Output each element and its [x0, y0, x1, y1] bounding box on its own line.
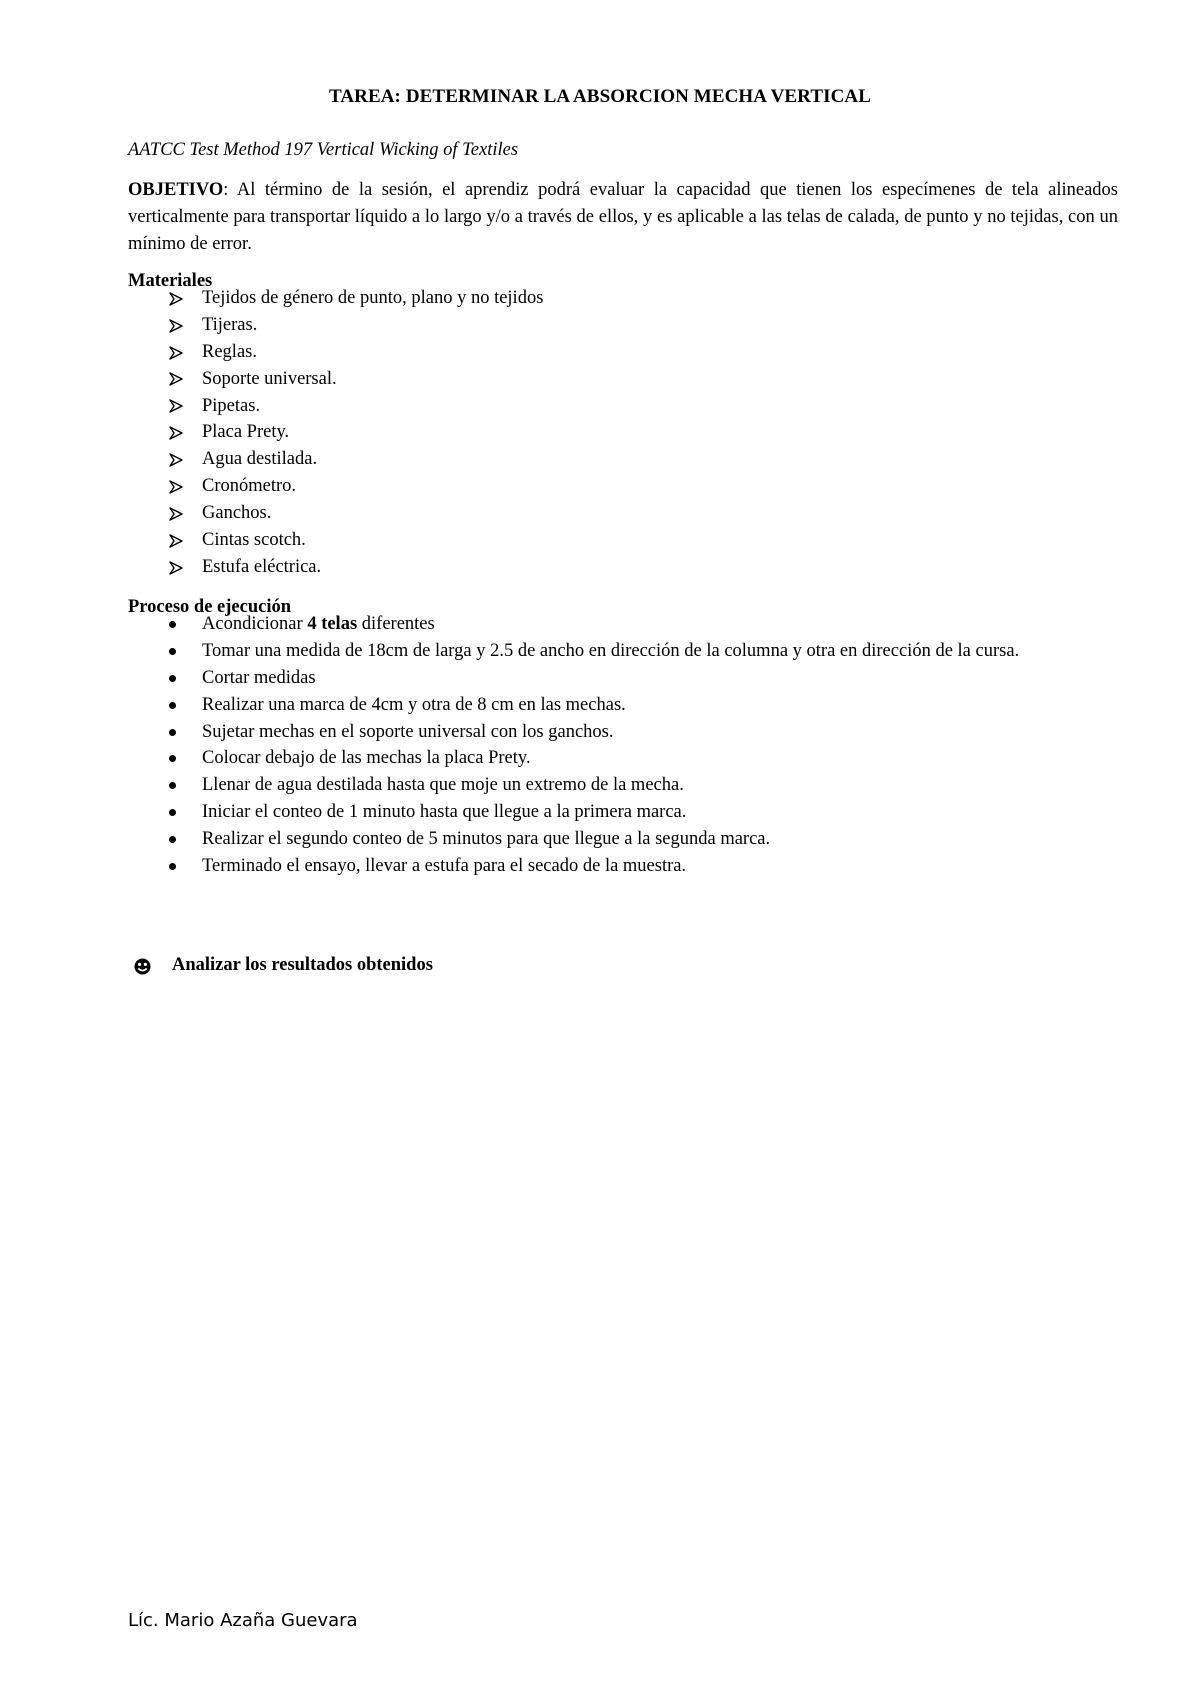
process-first-before: Acondicionar	[202, 614, 308, 634]
bullet-icon	[169, 729, 176, 736]
material-item-text: Agua destilada.	[202, 449, 318, 470]
bullet-icon	[169, 809, 176, 816]
material-item-text: Soporte universal.	[202, 368, 337, 389]
material-item-text: Tijeras.	[202, 314, 258, 335]
material-item-text: Estufa eléctrica.	[202, 556, 322, 577]
material-item-text: Cintas scotch.	[202, 530, 306, 551]
objective-text: : Al término de la sesión, el aprendiz podrá evaluar la capacidad que tienen los especímenes de tela alineados verticalmente para transportar líquido a lo largo y/o a través de ellos, y es aplicable a las telas de calada, de punto y no tejidas, con un mínimo de error.	[128, 180, 1118, 254]
list-item	[128, 799, 1019, 826]
arrow-bullet-icon	[166, 473, 186, 500]
process-item-text: Realizar una marca de 4cm y otra de 8 cm en las mechas.	[202, 694, 626, 715]
list-item	[128, 665, 1019, 692]
list-item	[128, 527, 543, 554]
list-item	[128, 500, 543, 527]
bullet-icon	[169, 621, 176, 628]
list-item	[128, 285, 543, 312]
materials-heading: Materiales	[128, 271, 213, 291]
material-item-text: Cronómetro.	[202, 476, 297, 497]
process-item-text: Realizar el segundo conteo de 5 minutos para que llegue a la segunda marca.	[202, 829, 771, 850]
list-item	[128, 446, 543, 473]
bullet-icon	[169, 702, 176, 709]
page-title: TAREA: DETERMINAR LA ABSORCION MECHA VERTICAL	[328, 86, 872, 107]
arrow-bullet-icon	[166, 285, 186, 312]
process-list	[128, 611, 1019, 880]
process-item-text: Colocar debajo de las mechas la placa Prety.	[202, 748, 531, 769]
process-item-text: Llenar de agua destilada hasta que moje un extremo de la mecha.	[202, 775, 684, 796]
list-item	[128, 853, 1019, 880]
list-item	[128, 692, 1019, 719]
smiley-icon	[134, 958, 151, 981]
bullet-icon	[169, 836, 176, 843]
arrow-bullet-icon	[166, 527, 186, 554]
bullet-icon	[169, 863, 176, 870]
list-item	[128, 473, 543, 500]
material-item-text: Ganchos.	[202, 503, 272, 524]
list-item	[128, 772, 1019, 799]
footer-author: Líc. Mario Azaña Guevara	[128, 1610, 358, 1631]
test-method-subtitle: AATCC Test Method 197 Vertical Wicking of Textiles	[128, 140, 519, 160]
list-item	[128, 339, 543, 366]
process-item-text: Tomar una medida de 18cm de larga y 2.5 de ancho en dirección de la columna y otra en dirección de la cursa.	[202, 640, 1020, 661]
material-item-text: Reglas.	[202, 341, 257, 362]
process-item-text: Cortar medidas	[202, 667, 316, 688]
list-item	[128, 312, 543, 339]
list-item	[128, 826, 1019, 853]
bullet-icon	[169, 755, 176, 762]
list-item	[128, 745, 1019, 772]
process-heading: Proceso de ejecución	[128, 597, 292, 617]
arrow-bullet-icon	[166, 446, 186, 473]
list-item	[128, 366, 543, 393]
process-item-text: Sujetar mechas en el soporte universal con los ganchos.	[202, 721, 614, 742]
arrow-bullet-icon	[166, 393, 186, 420]
final-item-text: Analizar los resultados obtenidos	[172, 955, 433, 975]
list-item	[128, 419, 543, 446]
arrow-bullet-icon	[166, 339, 186, 366]
arrow-bullet-icon	[166, 554, 186, 581]
arrow-bullet-icon	[166, 366, 186, 393]
bullet-icon	[169, 675, 176, 682]
material-item-text: Tejidos de género de punto, plano y no tejidos	[202, 288, 544, 308]
bullet-icon	[169, 648, 176, 655]
arrow-bullet-icon	[166, 500, 186, 527]
arrow-bullet-icon	[166, 312, 186, 339]
process-item-text: Terminado el ensayo, llevar a estufa para el secado de la muestra.	[202, 856, 687, 877]
process-item-text: Iniciar el conteo de 1 minuto hasta que llegue a la primera marca.	[202, 802, 687, 823]
list-item	[128, 638, 1019, 665]
objective-paragraph	[128, 177, 1118, 258]
list-item	[128, 554, 543, 581]
list-item	[128, 719, 1019, 746]
list-item	[128, 611, 1019, 638]
materials-list	[128, 285, 543, 581]
objective-label: OBJETIVO	[128, 180, 224, 200]
material-item-text: Placa Prety.	[202, 422, 290, 443]
material-item-text: Pipetas.	[202, 395, 261, 416]
arrow-bullet-icon	[166, 419, 186, 446]
process-first-bold: 4 telas	[307, 614, 358, 634]
bullet-icon	[169, 782, 176, 789]
process-first-after: diferentes	[357, 614, 435, 634]
list-item	[128, 393, 543, 420]
